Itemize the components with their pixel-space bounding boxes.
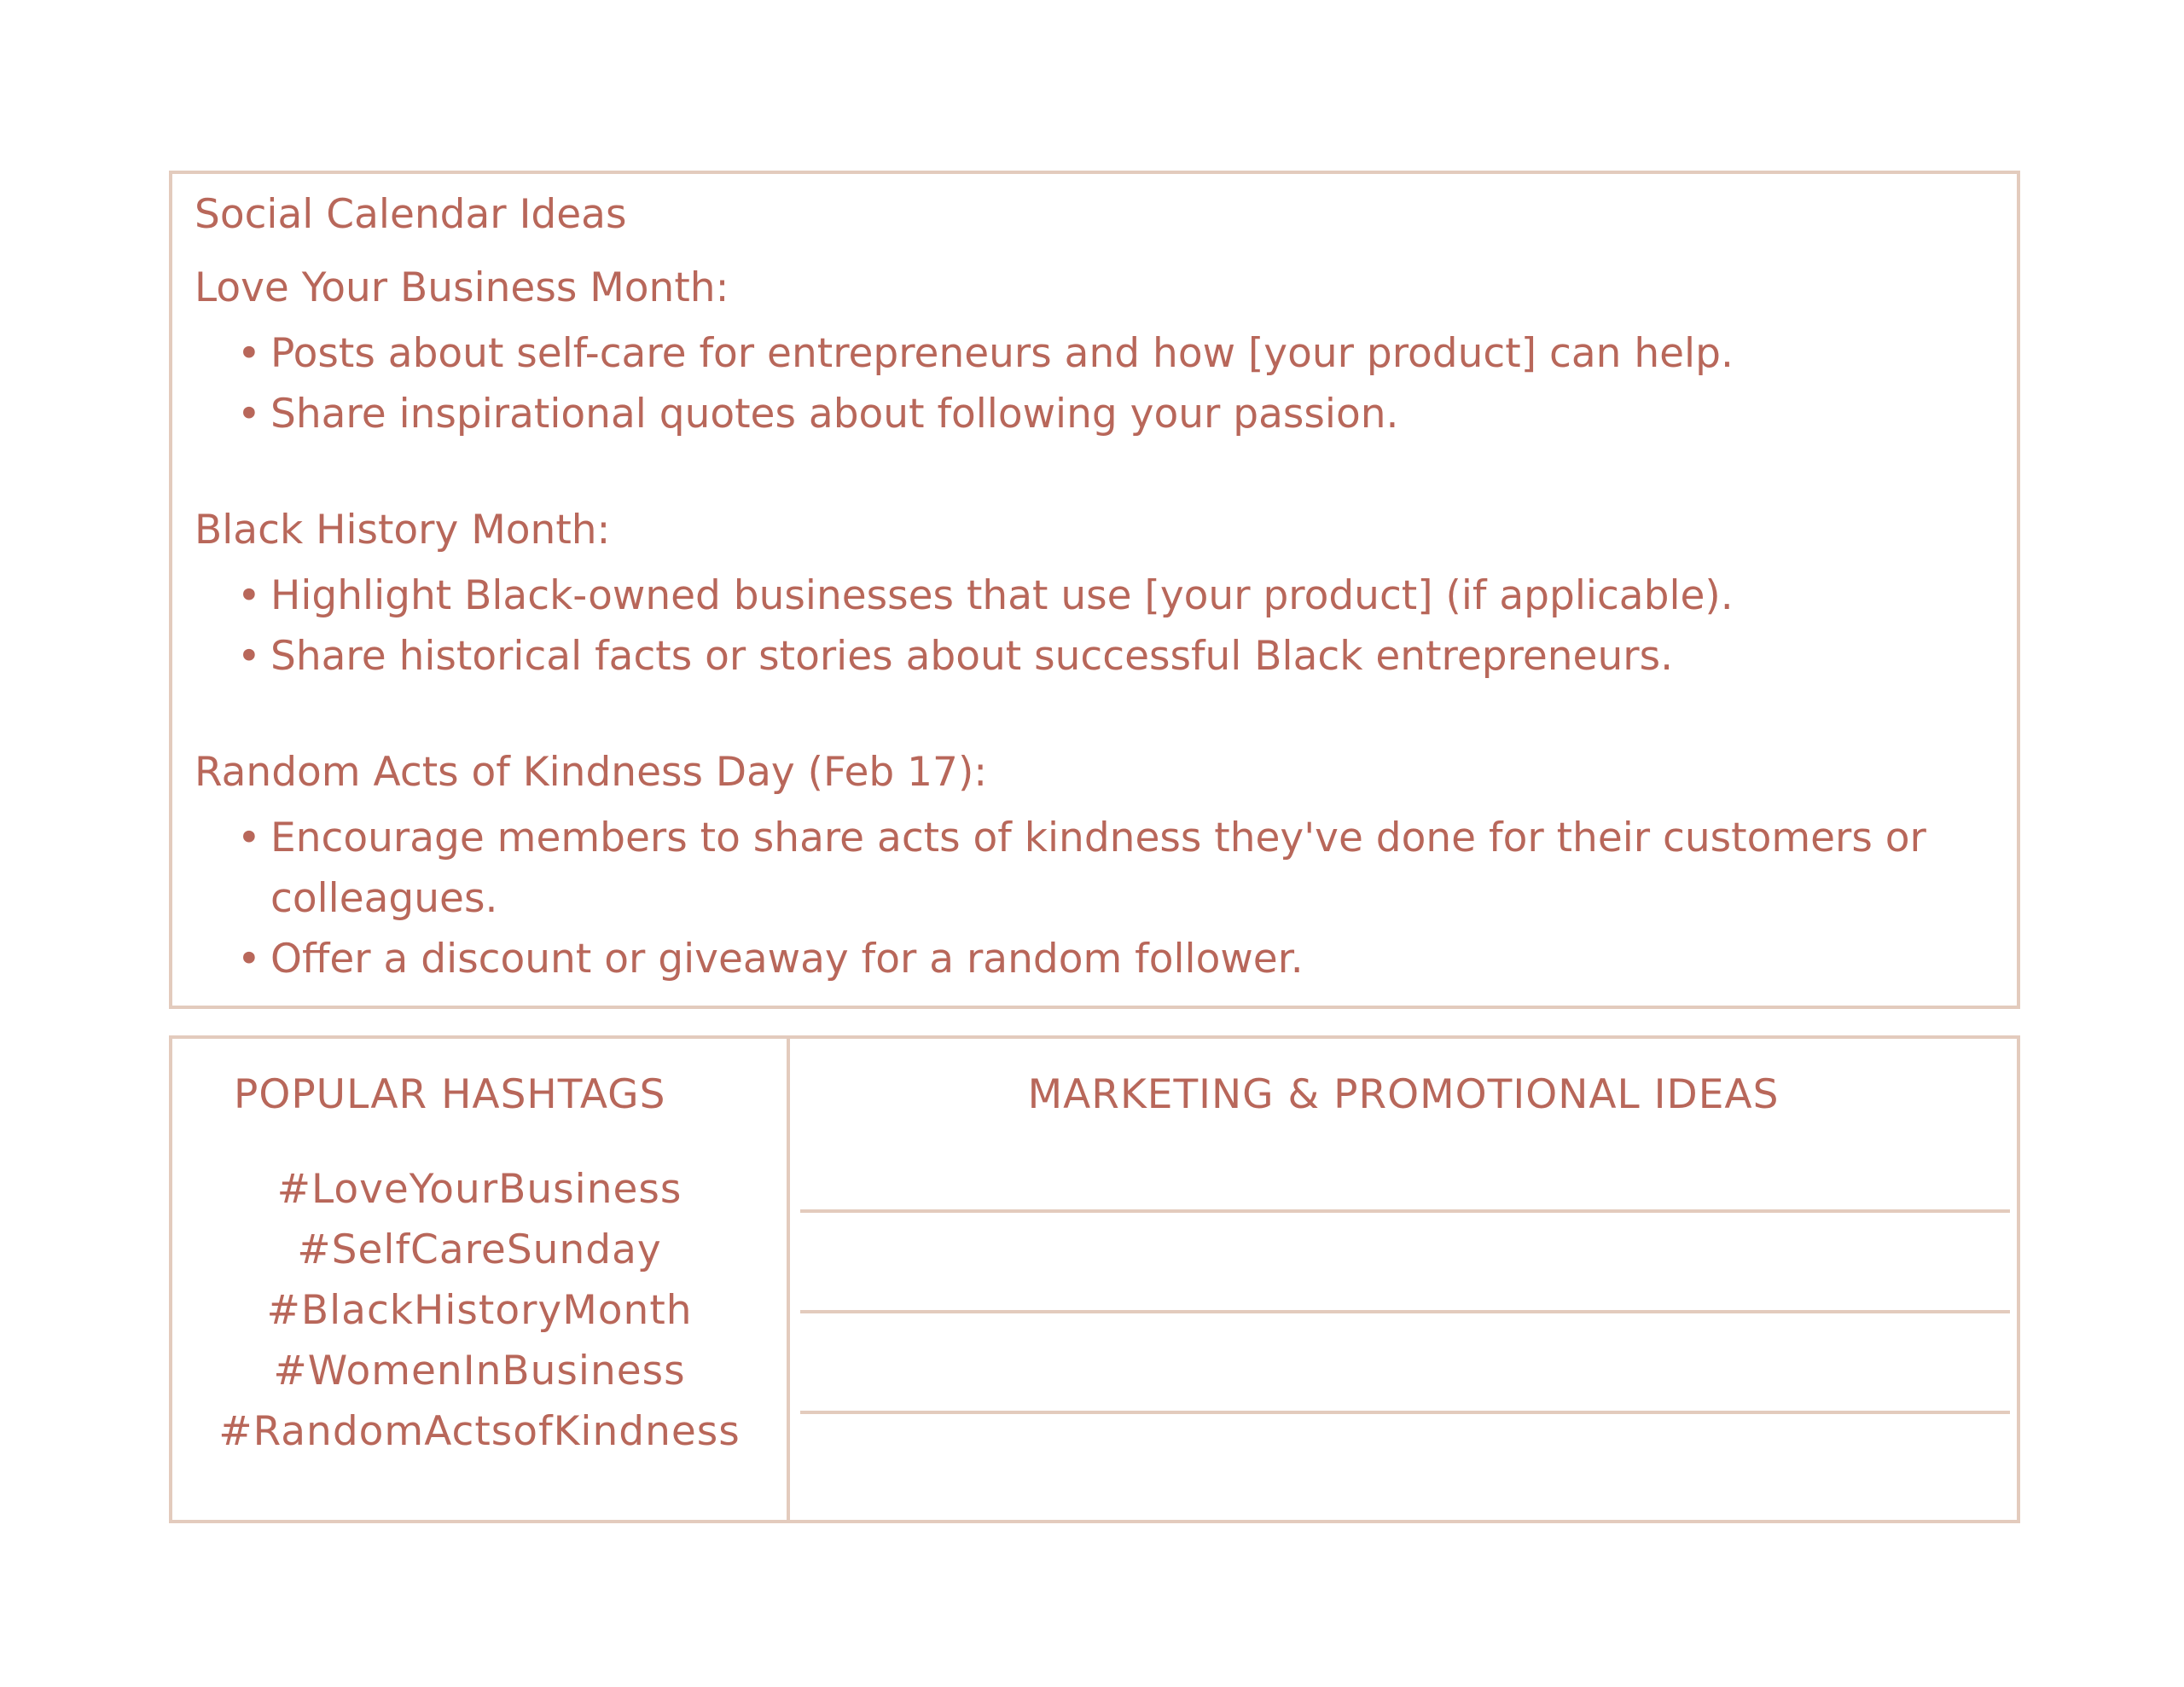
hashtag-list xyxy=(172,1159,787,1462)
hashtag-item: #LoveYourBusiness xyxy=(276,1166,682,1213)
bottom-table xyxy=(169,1035,2020,1523)
list-item-text: Share inspirational quotes about following your passion. xyxy=(270,391,1399,438)
bullet-list xyxy=(195,565,2017,687)
list-item xyxy=(195,929,2017,989)
bullet-icon: • xyxy=(237,391,261,438)
list-item xyxy=(195,626,2017,687)
marketing-heading: MARKETING & PROMOTIONAL IDEAS xyxy=(1027,1071,1780,1118)
list-item xyxy=(195,384,2017,444)
list-item xyxy=(195,565,2017,626)
list-item-text: Posts about self-care for entrepreneurs and how [your product] can help. xyxy=(270,330,1734,377)
hashtag-item: #RandomActsofKindness xyxy=(218,1408,741,1455)
hashtag-item: #SelfCareSunday xyxy=(297,1226,662,1273)
writing-line[interactable] xyxy=(800,1209,2010,1213)
section-heading: Black History Month: xyxy=(195,507,611,554)
box-title: Social Calendar Ideas xyxy=(195,191,627,238)
list-item xyxy=(195,323,2017,384)
bullet-icon: • xyxy=(237,815,261,861)
writing-line[interactable] xyxy=(800,1310,2010,1313)
list-item xyxy=(195,808,2017,929)
hashtag-item: #WomenInBusiness xyxy=(273,1348,686,1394)
bullet-list xyxy=(195,323,2017,444)
list-item-text: Encourage members to share acts of kindness they've done for their customers or colleagues. xyxy=(270,815,1926,922)
writing-line[interactable] xyxy=(800,1411,2010,1414)
section-black-history xyxy=(195,505,2017,687)
list-item-text: Share historical facts or stories about successful Black entrepreneurs. xyxy=(270,633,1674,680)
social-calendar-ideas-box xyxy=(169,171,2020,1009)
list-item-text: Highlight Black-owned businesses that use [your product] (if applicable). xyxy=(270,572,1734,619)
marketing-ideas-column xyxy=(790,1039,2017,1520)
hashtag-item: #BlackHistoryMonth xyxy=(266,1287,693,1334)
section-love-your-business xyxy=(195,263,2017,444)
list-item-text: Offer a discount or giveaway for a random follower. xyxy=(270,936,1304,983)
section-heading: Love Your Business Month: xyxy=(195,264,729,311)
bullet-icon: • xyxy=(237,330,261,377)
bullet-icon: • xyxy=(237,572,261,619)
section-heading: Random Acts of Kindness Day (Feb 17): xyxy=(195,749,988,796)
hashtags-heading: POPULAR HASHTAGS xyxy=(234,1071,666,1118)
bullet-list xyxy=(195,808,2017,989)
bullet-icon: • xyxy=(237,633,261,680)
popular-hashtags-column xyxy=(172,1039,790,1520)
section-random-acts xyxy=(195,747,2017,989)
bullet-icon: • xyxy=(237,936,261,983)
